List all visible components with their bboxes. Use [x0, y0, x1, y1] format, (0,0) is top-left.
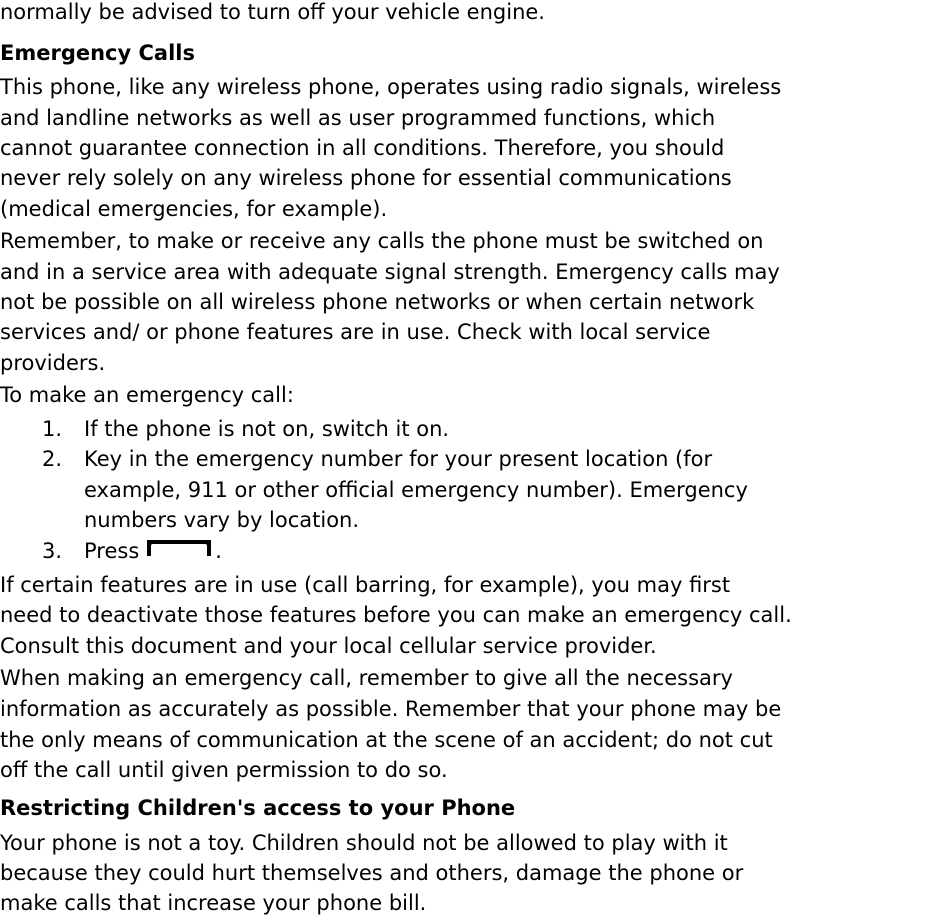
- emergency-para4-line: the only means of communication at the scene of an accident; do not cut: [0, 728, 773, 752]
- emergency-para2-line: providers.: [0, 351, 106, 375]
- step-text: [84, 536, 222, 566]
- emergency-para2-line: not be possible on all wireless phone networks or when certain network: [0, 290, 755, 314]
- emergency-para1-line: cannot guarantee connection in all conditions. Therefore, you should: [0, 136, 725, 160]
- intro-text: normally be advised to turn off your vehicle engine.: [0, 0, 545, 24]
- press-suffix: .: [215, 539, 222, 563]
- emergency-para1-line: never rely solely on any wireless phone for essential communications: [0, 166, 732, 190]
- press-label: Press: [84, 539, 140, 563]
- children-para-line: because they could hurt themselves and others, damage the phone or: [0, 861, 744, 885]
- step-number: 2.: [42, 447, 63, 471]
- children-para-line: make calls that increase your phone bill.: [0, 891, 427, 915]
- emergency-calls-heading: Emergency Calls: [0, 41, 195, 65]
- emergency-para3-line: need to deactivate those features before you can make an emergency call.: [0, 603, 792, 627]
- emergency-para3-line: Consult this document and your local cellular service provider.: [0, 634, 657, 658]
- emergency-para1-line: This phone, like any wireless phone, operates using radio signals, wireless: [0, 75, 782, 99]
- emergency-para2-line: Remember, to make or receive any calls the phone must be switched on: [0, 229, 764, 253]
- emergency-para4-line: When making an emergency call, remember to give all the necessary: [0, 666, 733, 690]
- emergency-para1-line: (medical emergencies, for example).: [0, 197, 388, 221]
- step-number: 3.: [42, 539, 63, 563]
- children-access-heading: Restricting Children's access to your Phone: [0, 796, 516, 820]
- emergency-para4-line: off the call until given permission to do so.: [0, 758, 448, 782]
- step-number: 1.: [42, 417, 63, 441]
- step-text: Key in the emergency number for your present location (for: [84, 447, 713, 471]
- emergency-para3-line: If certain features are in use (call barring, for example), you may first: [0, 573, 731, 597]
- step-text: numbers vary by location.: [84, 508, 360, 532]
- step-text: example, 911 or other official emergency number). Emergency: [84, 478, 748, 502]
- emergency-para2-line: and in a service area with adequate signal strength. Emergency calls may: [0, 260, 780, 284]
- call-key-icon: [139, 536, 215, 564]
- emergency-para1-line: and landline networks as well as user programmed functions, which: [0, 106, 716, 130]
- children-para-line: Your phone is not a toy. Children should not be allowed to play with it: [0, 831, 728, 855]
- emergency-para4-line: information as accurately as possible. Remember that your phone may be: [0, 697, 782, 721]
- step-text: If the phone is not on, switch it on.: [84, 417, 450, 441]
- steps-intro: To make an emergency call:: [0, 383, 294, 407]
- emergency-para2-line: services and/ or phone features are in use. Check with local service: [0, 320, 711, 344]
